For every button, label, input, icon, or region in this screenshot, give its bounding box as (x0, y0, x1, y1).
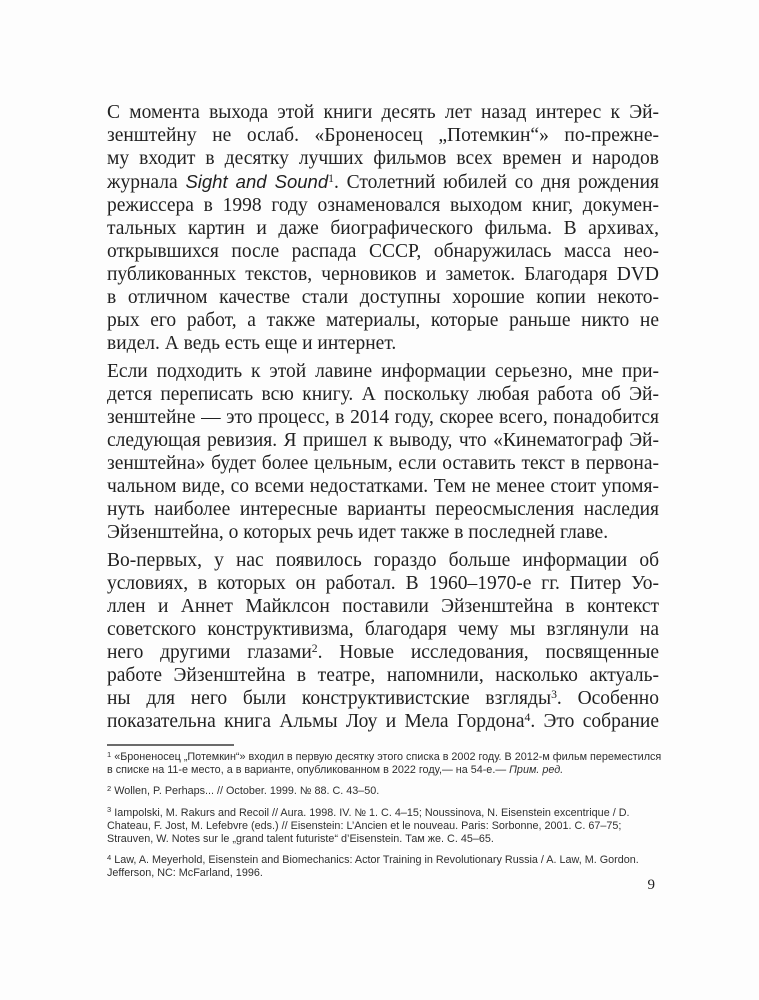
footnotes (107, 751, 667, 889)
text-line: зенштейне — это процесс, в 2014 году, скорее всего, понадобится (107, 407, 659, 428)
paragraph (107, 549, 659, 733)
text-line: чальном виде, со всеми недостатками. Тем не менее стоит упомя- (107, 476, 659, 497)
paragraph (107, 101, 659, 355)
paragraph (107, 360, 659, 544)
footnote: $^3$ Iampolski, M. Rakurs and Recoil // Aura. 1998. IV. № 1. С. 4–15; Noussinova, N. Eisenstein excentrique / D. Chateau, F. Jost, M. Lefebvre (eds.) // Eisenstein: L’Ancien et le nouveau. Paris: Sorbonne, 2001. С. 67–75; Strauven, W. Notes sur le „grand talent futuriste“ d’Eisenstein. Там же. С. 45–65. (107, 805, 630, 846)
text-line: него другими глазами$^2$. Новые исследования, посвященные (107, 641, 659, 663)
footnote-separator (107, 744, 234, 746)
text-line: публикованных текстов, черновиков и заметок. Благодаря DVD (107, 264, 659, 285)
text-line: нуть наиболее интересные варианты переосмысления наследия (107, 499, 659, 520)
text-line: зенштейну не ослаб. «Броненосец „Потемкин“» по-прежне- (107, 125, 659, 146)
text-line: ллен и Аннет Майклсон поставили Эйзенштейна в контекст (107, 596, 659, 617)
text-line: условиях, в которых он работал. В 1960–1970-е гг. Питер Уо- (107, 573, 659, 594)
text-line: режиссера в 1998 году ознаменовался выходом книг, докумен- (107, 195, 659, 216)
text-line: видел. А ведь есть еще и интернет. (107, 333, 397, 354)
text-line: Если подходить к этой лавине информации серьезно, мне при- (107, 361, 659, 382)
text-line: му входит в десятку лучших фильмов всех времен и народов (107, 148, 659, 169)
text-line: журнала Sight and Sound$^1$. Столетний юбилей со дня рождения (107, 171, 659, 193)
text-line: советского конструктивизма, благодаря чему мы взглянули на (107, 619, 659, 640)
text-line: открывшихся после распада СССР, обнаружилась масса нео- (107, 241, 659, 262)
footnote-marker: 4 (107, 852, 112, 862)
main-text-column (107, 101, 659, 733)
text-line: следующая ревизия. Я пришел к выводу, что «Кинематограф Эй- (107, 430, 659, 451)
footnote: $^4$ Law, A. Meyerhold, Eisenstein and Biomechanics: Actor Training in Revolutionary Russia / A. Law, M. Gordon. Jefferson, NC: McFarland, 1996. (107, 852, 639, 880)
text-line: С момента выхода этой книги десять лет назад интерес к Эй- (107, 102, 659, 123)
text-line: Эйзенштейна, о которых речь идет также в последней главе. (107, 522, 609, 543)
text-line: работе Эйзенштейна в театре, напомнили, насколько актуаль- (107, 665, 659, 686)
text-line: тальных картин и даже биографического фильма. В архивах, (107, 218, 659, 239)
footnote: $^1$ «Броненосец „Потемкин“» входил в первую десятку этого списка в 2002 году. В 2012-м фильм переместился в списке на 11-е место, а в варианте, опубликованном в 2022 году,— на 54-е.— Прим. ред. (107, 749, 662, 777)
text-line: ны для него были конструктивистские взгляды$^3$. Особенно (107, 687, 659, 709)
text-line: зенштейна» будет более цельным, если оставить текст в первона- (107, 453, 659, 474)
footnote-marker: 1 (107, 749, 112, 759)
footnote: $^2$ Wollen, P. Perhaps... // October. 1999. № 88. С. 43–50. (107, 784, 380, 798)
text-line: дется переписать всю книгу. А поскольку любая работа об Эй- (107, 384, 659, 405)
text-line: показательна книга Альмы Лоу и Мела Гордона$^4$. Это собрание (107, 710, 659, 732)
text-line: Во-первых, у нас появилось гораздо больше информации об (107, 550, 659, 571)
text-line: рых его работ, а также материалы, которые раньше никто не (107, 310, 659, 331)
footnote-marker: 3 (107, 805, 112, 815)
footnote-marker: 2 (107, 784, 112, 794)
text-line: в отличном качестве стали доступны хорошие копии некото- (107, 287, 659, 308)
page-number: 9 (647, 877, 655, 893)
